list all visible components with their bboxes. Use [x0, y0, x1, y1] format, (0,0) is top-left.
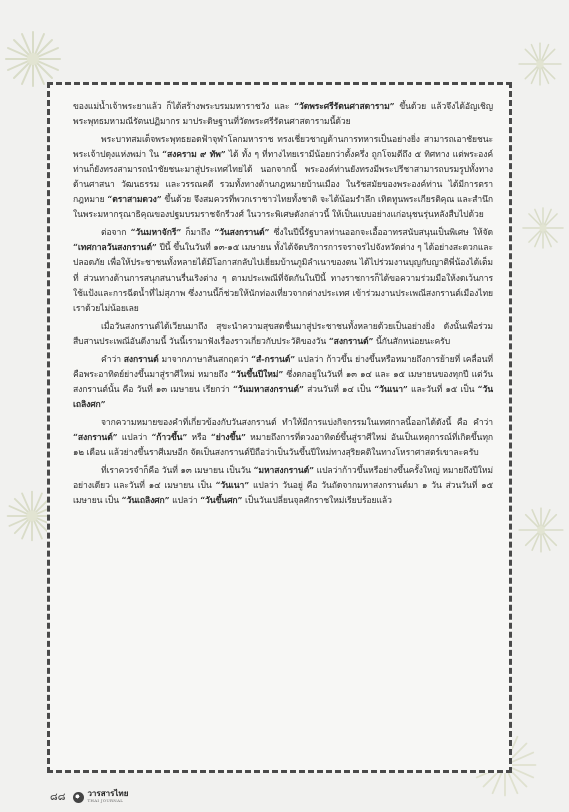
text-run: แปลว่า วันอยู่ คือ วันถัดจากมหาสงกรานต์มา ๑ วัน ส่วนวันที่ ๑๕ เมษายน เป็น: [73, 481, 493, 507]
text-run: ส่วนวันที่ ๑๔ เป็น: [303, 384, 375, 395]
bold-term: สงกรานต์: [123, 354, 159, 365]
logo-subtitle: THAI JOURNAL: [87, 798, 124, 803]
bold-term: “วันเนา”: [374, 384, 408, 395]
text-run: คำว่า: [101, 354, 124, 365]
text-run: มาจากภาษาสันสกฤตว่า: [158, 354, 252, 365]
text-run: พระบาทสมเด็จพระพุทธยอดฟ้าจุฬาโลกมหาราช ทรงเชี่ยวชาญด้านการทหารเป็นอย่างยิ่ง สามารถเอาชัยชนะพระเจ้าปดุงแห่งพม่า ใน: [73, 135, 493, 161]
text-run: ซึ่งในปีนี้รัฐบาลท่านออกจะเอื้ออาทรสนับสนุนเป็นพิเศษ ให้จัด: [269, 228, 494, 239]
magazine-logo: [73, 790, 128, 804]
starburst-decoration: [520, 205, 566, 251]
bold-term: “ตราสามดวง”: [107, 195, 162, 206]
starburst-decoration: [2, 28, 64, 90]
body-paragraph: [73, 133, 493, 223]
bold-term: “ก้าวขึ้น”: [151, 432, 188, 443]
bold-term: “วันมหาจักรี”: [130, 228, 182, 239]
body-paragraph: [73, 226, 493, 316]
logo-mark-icon: [73, 792, 84, 803]
text-run: ขึ้นด้วย จึงสมควรที่พวกเราชาวไทยทั้งชาติ จะได้น้อมรำลึก เทิดทูนพระเกียรติคุณ และสำนึกในพระมหากรุณาธิคุณของปฐมบรมราชจักรีวงศ์ ในวาระพิเศษดังกล่าวนี้ ให้เป็นแบบอย่างแก่อนุชนรุ่นหลังสืบไปด้วย: [73, 195, 494, 221]
text-run: หรือ: [187, 432, 211, 443]
text-run: ซึ่งตกอยู่ในวันที่ ๑๓ ๑๔ และ ๑๕ เมษายนของทุกปี แต่วันสงกรานต์นั้น คือ วันที่ ๑๓ เมษายน เรียกว่า: [73, 369, 493, 395]
bold-term: “ย่างขึ้น”: [210, 432, 246, 443]
text-run: เป็นวันเปลี่ยนจุลศักราชใหม่เรียบร้อยแล้ว: [242, 496, 392, 507]
body-paragraph: [73, 464, 493, 509]
body-paragraph: [73, 100, 493, 130]
text-run: นี้กันสักหน่อยนะครับ: [373, 336, 451, 347]
starburst-decoration: [516, 505, 566, 555]
text-run: แปลว่า ก้าวขึ้น ย่างขึ้นหรือหมายถึงการย้ายที่ เคลื่อนที่ คือพระอาทิตย์ย่างขึ้นมาสู่ราศีใหม่ หมายถึง: [73, 354, 493, 380]
text-run: จากความหมายของคำที่เกี่ยวข้องกับวันสงกรานต์ ทำให้มีการแบ่งกิจกรรมในเทศกาลนี้ออกได้ดังนี้ คือ คำว่า: [101, 417, 493, 428]
text-run: ปีนี้ ขึ้นในวันที่ ๑๓-๑๕ เมษายน ทั้งได้จัดบริการการจราจรไปจังหวัดต่าง ๆ ได้อย่างสะดวกและปลอดภัย เพื่อให้ประชาชนทั้งหลายได้มีโอกาสกลับไปเยี่ยมบ้านภูมิลำเนาของตน ได้ไปร่วมงานบุญกับญาติพี่น้องได้เต็มที่ ส่วนทางด้านการสนุกสนานรื่นเริงต่าง ๆ ตามประเพณีที่จัดกันในปีนี้ ทางราชการก็ได้ขอความร่วมมือให้งดเว้นการใช้แป้งและการฉีดน้ำที่ไม่สุภาพ ซึ่งงานนี้ก็ช่วยให้นักท่องเที่ยวจากต่างประเทศ เข้าร่วมงานประเพณีสงกรานต์เมืองไทยเราด้วยไม่น้อยเลย: [73, 243, 493, 314]
body-paragraph: [73, 416, 493, 461]
bold-term: “วันเถลิงศก”: [121, 496, 170, 507]
text-run: ที่เราควรจำก็คือ วันที่ ๑๓ เมษายน เป็นวัน: [101, 466, 254, 477]
text-run: ของแม่น้ำเจ้าพระยาแล้ว ก็ได้สร้างพระบรมมหาราชวัง และ: [73, 102, 295, 112]
text-run: ขึ้นด้วย แล้วจึงได้อัญเชิญพระพุทธมหามณีรัตนปฏิมากร มาประดิษฐานที่วัดพระศรีรัตนศาสดารามนี้ด้วย: [73, 102, 493, 128]
page-footer: [50, 788, 128, 806]
text-run: แปลว่า: [169, 496, 201, 507]
starburst-icon: [516, 505, 566, 555]
text-run: แปลว่า: [117, 432, 152, 443]
bold-term: “วันเนา”: [215, 481, 250, 492]
bold-term: “สงกรานต์”: [328, 336, 374, 347]
bold-term: “วันขึ้นศก”: [200, 496, 243, 507]
bold-term: “วันมหาสงกรานต์”: [232, 384, 304, 395]
bold-term: “สงคราม ๙ ทัพ”: [162, 150, 226, 161]
bold-term: “วันสงกรานต์”: [214, 228, 270, 239]
bold-term: “วันขึ้นปีใหม่”: [230, 369, 284, 380]
text-run: ต่อจาก: [101, 228, 131, 239]
body-paragraph: [73, 320, 493, 350]
starburst-icon: [516, 40, 564, 88]
body-paragraph: [73, 353, 493, 413]
starburst-decoration: [516, 40, 564, 88]
text-run: ก็มาถึง: [181, 228, 215, 239]
starburst-icon: [2, 28, 64, 90]
bold-term: “มหาสงกรานต์”: [253, 466, 314, 477]
text-run: เมื่อวันสงกรานต์ได้เวียนมาถึง สุขะนำความสุขสดชื่นมาสู่ประชาชนทั้งหลายด้วยเป็นอย่างยิ่ง ดังนั้นเพื่อร่วมสืบสานประเพณีอันดีงามนี้ วันนี้เรามาฟังเรื่องราวเกี่ยวกับประวัติของวัน: [73, 321, 493, 347]
bold-term: “สงกรานต์”: [73, 432, 118, 443]
text-run: ได้ ทั้ง ๆ ที่ทางไทยเรามีน้อยกว่าตั้งครึ่ง ถูกโจมตีถึง ๕ ทิศทาง แต่พระองค์ท่านก็ยังทรงสามารถนำชัยชนะมาสู่ประเทศไทยได้ นอกจากนี้ พระองค์ท่านยังทรงมีพระปรีชาสามารถบรมรูปทั้งทางด้านศาสนา วัฒนธรรม และวรรณคดี รวมทั้งทางด้านกฎหมายบ้านเมือง ในรัชสมัยของพระองค์ท่าน ได้มีการตรากฎหมาย: [73, 150, 493, 206]
article-body: [73, 100, 493, 512]
text-run: และวันที่ ๑๕ เป็น: [407, 384, 478, 395]
bold-term: “วัดพระศรีรัตนศาสดาราม”: [294, 102, 395, 112]
bold-term: “วันเถลิงศก”: [73, 384, 493, 410]
page-number: ๘๘: [50, 791, 66, 803]
logo-name: วารสารไทย: [87, 788, 129, 798]
text-run: แปลว่าก้าวขึ้นหรือย่างขึ้นครั้งใหญ่ หมายถึงปีใหม่อย่างเดียว และวันที่ ๑๔ เมษายน เป็น: [73, 466, 493, 492]
bold-term: “สํ-กรานต์”: [251, 354, 296, 365]
bold-term: “เทศกาลวันสงกรานต์”: [73, 243, 157, 254]
text-run: หมายถึงการที่ดวงอาทิตย์ขึ้นสู่ราศีใหม่ อันเป็นเหตุการณ์ที่เกิดขึ้นทุก ๑๒ เดือน แล้วย่างขึ้นราศีเมษอีก จัดเป็นสงกรานต์ปีถือว่าเป็นวันขึ้นปีใหม่ทางสุริยคติในทางโหราศาสตร์เขาละครับ: [73, 432, 494, 459]
starburst-icon: [520, 205, 566, 251]
